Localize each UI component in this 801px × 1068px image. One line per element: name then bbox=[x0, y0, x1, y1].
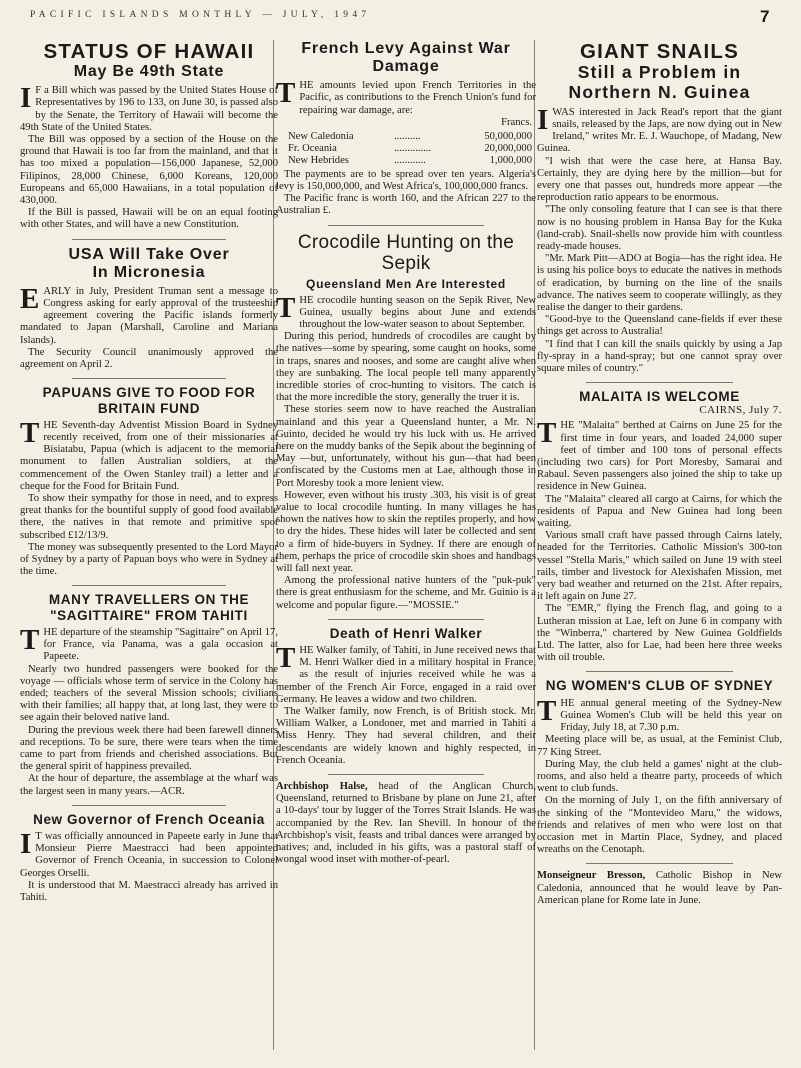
paragraph: It is understood that M. Maestracci already has arrived in Tahiti. bbox=[20, 879, 278, 903]
drop-cap: E bbox=[20, 282, 40, 315]
headline: French Levy Against War Damage bbox=[301, 40, 511, 76]
paragraph: The "Malaita" cleared all cargo at Cairns, for which the residents of Papua and New Guinea had long been waiting. bbox=[537, 493, 782, 530]
paragraph: At the hour of departure, the assemblage at the wharf was the largest seen in many years.—ACR. bbox=[20, 773, 278, 797]
article-body bbox=[276, 291, 536, 612]
paragraph: IWAS interested in Jack Read's report that the giant snails, released by the Japs, are now dying out in New Ireland," writes Mr. E. J. Wauchope, of Madang, New Guinea. bbox=[537, 103, 782, 155]
headline: MALAITA IS WELCOME bbox=[579, 389, 740, 405]
article-divider bbox=[586, 382, 733, 383]
lead-in: Monseigneur Bresson, bbox=[537, 870, 646, 882]
subheadline: May Be 49th State bbox=[73, 63, 225, 81]
paragraph: During May, the club held a games' night at the club-rooms, and also held a theatre party, proceeds of which went to club funds. bbox=[537, 758, 782, 795]
article-crocodile bbox=[276, 232, 536, 612]
article-divider bbox=[586, 671, 733, 672]
headline: Death of Henri Walker bbox=[329, 625, 483, 641]
article-divider bbox=[328, 225, 484, 226]
drop-cap: I bbox=[537, 103, 549, 136]
paragraph: During this period, hundreds of crocodiles are caught by the natives—some by spearing, some caught on hooks, some in traps, snares and nooses, and some are caught alive when they are sunbaking. The local people tell many apparently incredible stories of croc-hunting to visitors. The catch is that the more incredible the story, generally the truer it is. bbox=[276, 331, 536, 404]
paragraph: "I wish that were the case here, at Hansa Bay. Certainly, they are dying here by the million—but for every one that passes out, hundreds more appear —the reproduction ratio appears to be enormous. bbox=[537, 155, 782, 204]
drop-cap: T bbox=[537, 417, 557, 450]
paragraph: On the morning of July 1, on the fifth anniversary of the sinking of the "Montevideo Maru," the widows, friends and relatives of men who were lost on that occasion met in Martin Place, Sydney, and placed wreaths on the Cenotaph. bbox=[537, 795, 782, 856]
article-malaita bbox=[537, 389, 782, 664]
article-body bbox=[537, 417, 782, 664]
article-divider bbox=[72, 239, 227, 240]
subheadline: Still a Problem in Northern N. Guinea bbox=[568, 62, 751, 102]
article-womens-club bbox=[537, 678, 782, 856]
article-body bbox=[20, 282, 278, 371]
levy-leader-dots: .............. bbox=[394, 142, 432, 154]
paragraph: THE Walker family, of Tahiti, in June received news that M. Henri Walker died in a military hospital in France, as the result of injuries received while he was a member of the French Air Force, engaged in a raid over Germany. He leaves a widow and two children. bbox=[276, 642, 536, 705]
paragraph: THE Seventh-day Adventist Mission Board in Sydney recently received, from one of their missionaries at Bisiatabu, Papua (which is adjacent to the memorial monument to fallen Australian soldiers, at the commencement of the Owen Stanley trail) a letter and a cheque for the Food for Britain Fund. bbox=[20, 416, 278, 492]
paragraph: However, even without his trusty .303, his visit is of great value to local crocodile hunting. In many villages he has shown the natives how to skin the reptiles properly, and how to dry the hides. These hides will later be collected and sent to a firm of hide-buyers in Sydney. If there are enough of them, perhaps the price of crocodile skin shoes and handbags will fall next year. bbox=[276, 489, 536, 574]
drop-cap: T bbox=[537, 694, 557, 727]
article-divider bbox=[72, 585, 227, 586]
article-papuans bbox=[20, 385, 278, 578]
page-number: 7 bbox=[760, 7, 770, 26]
levy-row bbox=[276, 143, 536, 155]
paragraph: Among the professional native hunters of the "puk-puk" there is great enthusiasm for the scheme, and Mr. Guinio is a welcome and popular figure.—"MOSSIE." bbox=[276, 575, 536, 611]
article-governor bbox=[20, 812, 278, 904]
article-body bbox=[20, 623, 278, 798]
drop-cap: I bbox=[20, 827, 32, 860]
article-divider bbox=[72, 805, 227, 806]
paragraph: The "EMR," flying the French flag, and going to a Lutheran mission at Lae, left on June 6 in company with the "Winberra," chartered by New Guinea Goldfields Ltd. The latter, also for Lae, had been here three weeks with oil trouble. bbox=[537, 603, 782, 664]
article-halse bbox=[276, 781, 536, 866]
deck: Queensland Men Are Interested bbox=[306, 276, 506, 291]
article-body bbox=[537, 694, 782, 857]
article-divider bbox=[586, 863, 733, 864]
headline: GIANT SNAILS bbox=[579, 40, 740, 63]
paragraph: EARLY in July, President Truman sent a message to Congress asking for early approval of the trusteeship agreement covering the Pacific islands formerly mandated to Japan (Marshall, Caroline and Mariana Islands). bbox=[20, 282, 278, 346]
article-micronesia bbox=[20, 246, 278, 372]
levy-amount: 1,000,000 bbox=[489, 154, 532, 166]
paragraph: THE amounts levied upon French Territories in the Pacific, as contributions to the French Union's fund for repairing war damage, are: bbox=[276, 77, 536, 116]
headline: New Governor of French Oceania bbox=[33, 811, 265, 827]
article-giant-snails bbox=[537, 40, 782, 375]
headline: STATUS OF HAWAII bbox=[43, 40, 255, 63]
paragraph: "I find that I can kill the snails quickly by using a Jap fly-spray in a hand-spray; but one cannot spray over square miles of country." bbox=[537, 338, 782, 374]
headline: USA Will Take Over bbox=[68, 245, 230, 263]
paragraph: The Pacific franc is worth 160, and the African 227 to the Australian £. bbox=[276, 193, 536, 217]
levy-leader-dots: .......... bbox=[394, 130, 421, 142]
headline: NG WOMEN'S CLUB OF SYDNEY bbox=[545, 678, 774, 694]
paragraph: Monseigneur Bresson, Catholic Bishop in New Caledonia, announced that he would leave by Pan-American plane for Rome late in June. bbox=[537, 870, 782, 906]
paragraph: Various small craft have passed through Cairns lately, headed for the Territories. Catholic Mission's 300-ton vessel "Stella Maris," which sailed on June 19 with steel rails, timber and livestock for Alexishafen Mission, met very bad weather and returned on the 21st. After repairs, it left again on June 27. bbox=[537, 530, 782, 603]
article-walker bbox=[276, 626, 536, 767]
paragraph: During the previous week there had been farewell dinners and receptions. To be sure, there were tears when the time came to part from friends and cherished associations. But the general spirit of happiness prevailed. bbox=[20, 724, 278, 773]
drop-cap: I bbox=[20, 82, 32, 115]
paragraph: Nearly two hundred passengers were booked for the voyage — officials whose term of service in the Colony has ended; teachers of the several Mission schools; civilians with their families; all happy that, at long last, they were to see again their beloved native land. bbox=[20, 663, 278, 724]
drop-cap: T bbox=[20, 623, 40, 656]
article-body bbox=[537, 103, 782, 375]
drop-cap: T bbox=[20, 416, 40, 449]
paragraph: The Bill was opposed by a section of the House on the ground that Hawaii is too far from the mainland, and that it has too mixed a population—156,000 Japanese, 52,000 Filipinos, 28,000 Chinese, 6,000 Koreans, 120,000 Europeans and 65,000 Hawaiians, in a total population of 430,000. bbox=[20, 134, 278, 207]
article-divider bbox=[328, 774, 484, 775]
drop-cap: T bbox=[276, 291, 296, 324]
paragraph: I F a Bill which was passed by the United States House of Representatives by 196 to 133, on June 30, is passed also by the Senate, the Territory of Hawaii will become the 49th State of the United States. bbox=[20, 82, 278, 133]
paragraph: "Good-bye to the Queensland cane-fields if ever these things get across to Australia! bbox=[537, 314, 782, 338]
dateline: CAIRNS, July 7. bbox=[699, 404, 782, 417]
levy-amount: 50,000,000 bbox=[484, 130, 532, 142]
article-divider bbox=[72, 378, 227, 379]
levy-place: Fr. Oceania bbox=[288, 142, 337, 154]
levy-row bbox=[276, 155, 536, 167]
article-french-levy bbox=[276, 40, 536, 218]
article-bresson bbox=[537, 870, 782, 907]
paragraph: Meeting place will be, as usual, at the Feminist Club, 77 King Street. bbox=[537, 734, 782, 758]
currency-label: Francs. bbox=[501, 116, 532, 128]
levy-amount: 20,000,000 bbox=[484, 142, 532, 154]
levy-leader-dots: ............ bbox=[394, 154, 426, 166]
paragraph: "Mr. Mark Pitt—ADO at Bogia—has the right idea. He is using his police boys to educate the natives in methods of eradication, by burning on the line of the snails advance. The natives seem to cooperate willingly, as they realise the danger to their gardens. bbox=[537, 253, 782, 313]
paragraph: These stories seem now to have reached the Australian mainland and this year a Queensland hunter, a Mr. N. Guinto, decided he would try his luck with us. He arrived here on the muddy banks of the Sepik about the beginning of May —but, unfortunately, without his gun—that had been confiscated by the Customs men at Lae, although those in Port Moresby took a more lenient view. bbox=[276, 404, 536, 489]
article-body bbox=[20, 416, 278, 579]
paragraph: THE "Malaita" berthed at Cairns on June 25 for the first time in four years, and loaded 24,000 super feet of timber and 100 tons of personal effects (including two cars) for Port Moresby, Samarai and Rabaul. Seven passengers also joined the ship to take up residence in New Guinea. bbox=[537, 417, 782, 493]
levy-place: New Caledonia bbox=[288, 130, 354, 142]
column-right bbox=[537, 40, 782, 1065]
headline: PAPUANS GIVE TO FOOD FOR BRITAIN FUND bbox=[42, 385, 256, 416]
article-body bbox=[276, 77, 536, 217]
paragraph: "The only consoling feature that I can see is that there now is no housing problem in Hansa Bay for the Kuka (land-crab). Snail-shells now provide him with countless ready-made houses. bbox=[537, 204, 782, 252]
levy-place: New Hebrides bbox=[288, 154, 349, 166]
paragraph: The Security Council unanimously approved the agreement on April 2. bbox=[20, 346, 278, 371]
headline: Crocodile Hunting on the Sepik bbox=[297, 231, 515, 275]
paragraph: If the Bill is passed, Hawaii will be on an equal footing with other States, and will have a new Constitution. bbox=[20, 207, 278, 231]
lead-in: Archbishop Halse, bbox=[276, 781, 368, 793]
paragraph: Archbishop Halse, head of the Anglican Church, Queensland, returned to Brisbane by plane on June 21, after a 10-days' tour by lugger of the Torres Strait Islands. He was accompanied by the Rev. Ian Shevill. In honour of the Archbishop's visit, feasts and tribal dances were arranged by natives; and, included in his gifts, was a pastoral staff of wongal wood inset with mother-of-pearl. bbox=[276, 781, 536, 866]
article-body bbox=[276, 642, 536, 767]
paragraph: THE annual general meeting of the Sydney-New Guinea Women's Club will be held this year on Friday, July 18, at 7.30 p.m. bbox=[537, 694, 782, 734]
article-divider bbox=[328, 619, 484, 620]
drop-cap: T bbox=[276, 77, 296, 110]
article-body bbox=[20, 827, 278, 904]
levy-table bbox=[276, 131, 536, 167]
drop-cap: T bbox=[276, 642, 296, 675]
paragraph: To show their sympathy for those in need, and to express great thanks for the bountiful supply of good food available there, the natives in that remote and primitive spot subscribed £12/13/9. bbox=[20, 492, 278, 541]
subheadline: In Micronesia bbox=[92, 263, 206, 281]
column-middle bbox=[276, 40, 536, 1065]
article-sagittaire bbox=[20, 592, 278, 797]
paragraph: The Walker family, now French, is of British stock. Mr. William Walker, a Londoner, met and married in Tahiti a Miss Henry. They had several children, and their descendants are widely known and highly respected, in French Oceania. bbox=[276, 706, 536, 766]
running-head: PACIFIC ISLANDS MONTHLY — JULY, 1947 bbox=[30, 10, 371, 20]
column-left bbox=[20, 40, 278, 1065]
article-hawaii bbox=[20, 40, 278, 232]
paragraph: THE departure of the steamship "Sagittaire" on April 17, for France, via Panama, was a gala occasion at Papeete. bbox=[20, 623, 278, 663]
paragraph: The payments are to be spread over ten years. Algeria's levy is 150,000,000, and West Africa's, 100,000,000 francs. bbox=[276, 168, 536, 192]
paragraph: I T was officially announced in Papeete early in June that Monsieur Pierre Maestracci had been appointed Governor of French Oceania, in succession to Colonel Georges Orselli. bbox=[20, 827, 278, 879]
headline: MANY TRAVELLERS ON THE "SAGITTAIRE" FROM TAHITI bbox=[48, 592, 250, 623]
levy-row bbox=[276, 131, 536, 143]
paragraph: The money was subsequently presented to the Lord Mayor of Sydney by a party of Papuan boys who were in Sydney at the time. bbox=[20, 541, 278, 578]
article-body bbox=[20, 82, 278, 231]
paragraph: THE crocodile hunting season on the Sepik River, New Guinea, usually begins about June and extends throughout the low-water season to about September. bbox=[276, 291, 536, 330]
